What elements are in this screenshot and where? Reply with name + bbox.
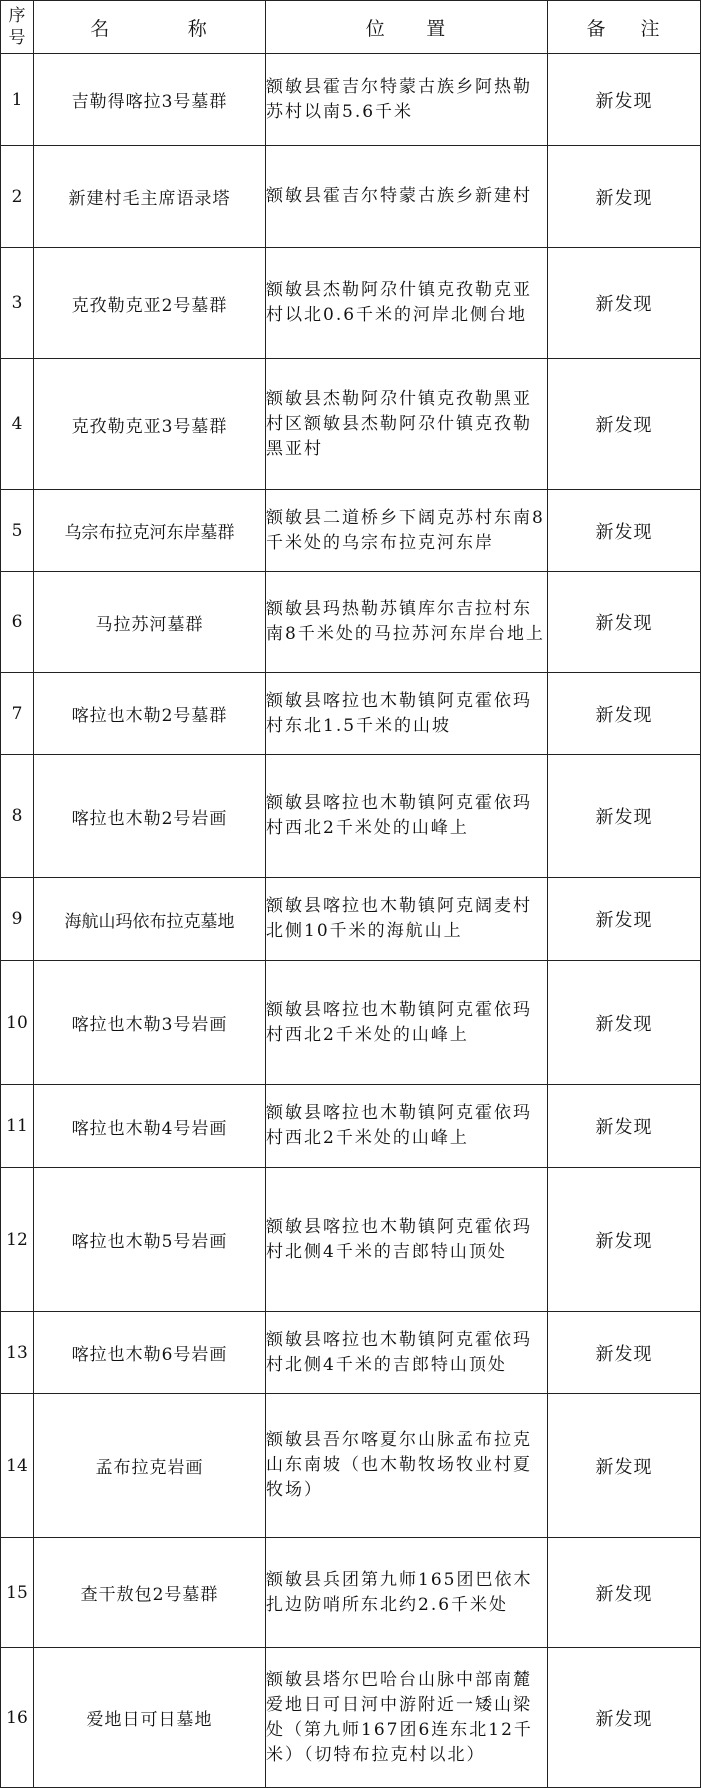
row-name: 孟布拉克岩画 xyxy=(34,1394,266,1538)
row-index: 16 xyxy=(1,1648,34,1788)
table-row xyxy=(1,1648,701,1788)
row-location: 额敏县二道桥乡下阔克苏村东南8千米处的乌宗布拉克河东岸 xyxy=(266,490,548,572)
row-index: 3 xyxy=(1,248,34,359)
row-location: 额敏县玛热勒苏镇库尔吉拉村东南8千米处的马拉苏河东岸台地上 xyxy=(266,572,548,673)
row-note: 新发现 xyxy=(548,359,701,490)
table-header-row xyxy=(1,1,701,54)
row-note: 新发现 xyxy=(548,1538,701,1648)
row-name: 新建村毛主席语录塔 xyxy=(34,146,266,248)
table-row xyxy=(1,359,701,490)
row-index: 13 xyxy=(1,1312,34,1394)
table-row xyxy=(1,755,701,878)
row-note: 新发现 xyxy=(548,755,701,878)
row-note: 新发现 xyxy=(548,572,701,673)
row-location: 额敏县喀拉也木勒镇阿克阔麦村北侧10千米的海航山上 xyxy=(266,878,548,961)
row-location: 额敏县喀拉也木勒镇阿克霍依玛村西北2千米处的山峰上 xyxy=(266,961,548,1085)
row-location: 额敏县霍吉尔特蒙古族乡新建村 xyxy=(266,146,548,248)
header-note xyxy=(548,1,701,54)
row-note: 新发现 xyxy=(548,1394,701,1538)
row-index: 4 xyxy=(1,359,34,490)
row-index: 15 xyxy=(1,1538,34,1648)
header-location-char: 置 xyxy=(426,17,448,40)
row-name: 吉勒得喀拉3号墓群 xyxy=(34,54,266,146)
row-index: 8 xyxy=(1,755,34,878)
table-row xyxy=(1,1538,701,1648)
table-row xyxy=(1,878,701,961)
row-location: 额敏县喀拉也木勒镇阿克霍依玛村北侧4千米的吉郎特山顶处 xyxy=(266,1312,548,1394)
table-row xyxy=(1,1394,701,1538)
row-name: 海航山玛依布拉克墓地 xyxy=(34,878,266,961)
table-row xyxy=(1,1312,701,1394)
row-name: 喀拉也木勒4号岩画 xyxy=(34,1085,266,1168)
row-name: 喀拉也木勒5号岩画 xyxy=(34,1168,266,1312)
row-note: 新发现 xyxy=(548,1168,701,1312)
row-location: 额敏县喀拉也木勒镇阿克霍依玛村西北2千米处的山峰上 xyxy=(266,1085,548,1168)
table-row xyxy=(1,1085,701,1168)
table-row xyxy=(1,572,701,673)
row-location: 额敏县喀拉也木勒镇阿克霍依玛村西北2千米处的山峰上 xyxy=(266,755,548,878)
table-row xyxy=(1,961,701,1085)
table-row xyxy=(1,490,701,572)
row-note: 新发现 xyxy=(548,54,701,146)
row-location: 额敏县兵团第九师165团巴依木扎边防哨所东北约2.6千米处 xyxy=(266,1538,548,1648)
row-location: 额敏县霍吉尔特蒙古族乡阿热勒苏村以南5.6千米 xyxy=(266,54,548,146)
row-note: 新发现 xyxy=(548,961,701,1085)
header-index: 序号 xyxy=(1,1,34,54)
row-note: 新发现 xyxy=(548,248,701,359)
row-name: 查干敖包2号墓群 xyxy=(34,1538,266,1648)
row-index: 1 xyxy=(1,54,34,146)
row-note: 新发现 xyxy=(548,673,701,755)
row-name: 克孜勒克亚2号墓群 xyxy=(34,248,266,359)
header-location xyxy=(266,1,548,54)
row-index: 12 xyxy=(1,1168,34,1312)
table-row xyxy=(1,54,701,146)
row-index: 5 xyxy=(1,490,34,572)
table-row xyxy=(1,146,701,248)
header-location-char: 位 xyxy=(365,17,387,40)
row-index: 10 xyxy=(1,961,34,1085)
row-location: 额敏县塔尔巴哈台山脉中部南麓爱地日可日河中游附近一矮山梁处（第九师167团6连东北12千米）（切特布拉克村以北） xyxy=(266,1648,548,1788)
header-note-char: 备 xyxy=(586,17,608,40)
row-name: 喀拉也木勒3号岩画 xyxy=(34,961,266,1085)
row-name: 克孜勒克亚3号墓群 xyxy=(34,359,266,490)
row-location: 额敏县喀拉也木勒镇阿克霍依玛村北侧4千米的吉郎特山顶处 xyxy=(266,1168,548,1312)
row-index: 2 xyxy=(1,146,34,248)
row-note: 新发现 xyxy=(548,1085,701,1168)
row-name: 喀拉也木勒2号墓群 xyxy=(34,673,266,755)
row-note: 新发现 xyxy=(548,878,701,961)
row-note: 新发现 xyxy=(548,1648,701,1788)
row-location: 额敏县吾尔喀夏尔山脉孟布拉克山东南坡（也木勒牧场牧业村夏牧场） xyxy=(266,1394,548,1538)
row-index: 7 xyxy=(1,673,34,755)
row-location: 额敏县杰勒阿尕什镇克孜勒黑亚村区额敏县杰勒阿尕什镇克孜勒黑亚村 xyxy=(266,359,548,490)
row-index: 6 xyxy=(1,572,34,673)
row-location: 额敏县喀拉也木勒镇阿克霍依玛村东北1.5千米的山坡 xyxy=(266,673,548,755)
table-row xyxy=(1,248,701,359)
row-name: 喀拉也木勒6号岩画 xyxy=(34,1312,266,1394)
row-note: 新发现 xyxy=(548,146,701,248)
row-index: 14 xyxy=(1,1394,34,1538)
row-index: 9 xyxy=(1,878,34,961)
row-name: 爱地日可日墓地 xyxy=(34,1648,266,1788)
table-row xyxy=(1,673,701,755)
row-note: 新发现 xyxy=(548,490,701,572)
row-index: 11 xyxy=(1,1085,34,1168)
header-name xyxy=(34,1,266,54)
row-name: 乌宗布拉克河东岸墓群 xyxy=(34,490,266,572)
table-row xyxy=(1,1168,701,1312)
row-name: 喀拉也木勒2号岩画 xyxy=(34,755,266,878)
header-note-char: 注 xyxy=(640,17,662,40)
row-note: 新发现 xyxy=(548,1312,701,1394)
row-name: 马拉苏河墓群 xyxy=(34,572,266,673)
header-name-char: 称 xyxy=(187,17,209,40)
header-name-char: 名 xyxy=(90,17,112,40)
row-location: 额敏县杰勒阿尕什镇克孜勒克亚村以北0.6千米的河岸北侧台地 xyxy=(266,248,548,359)
